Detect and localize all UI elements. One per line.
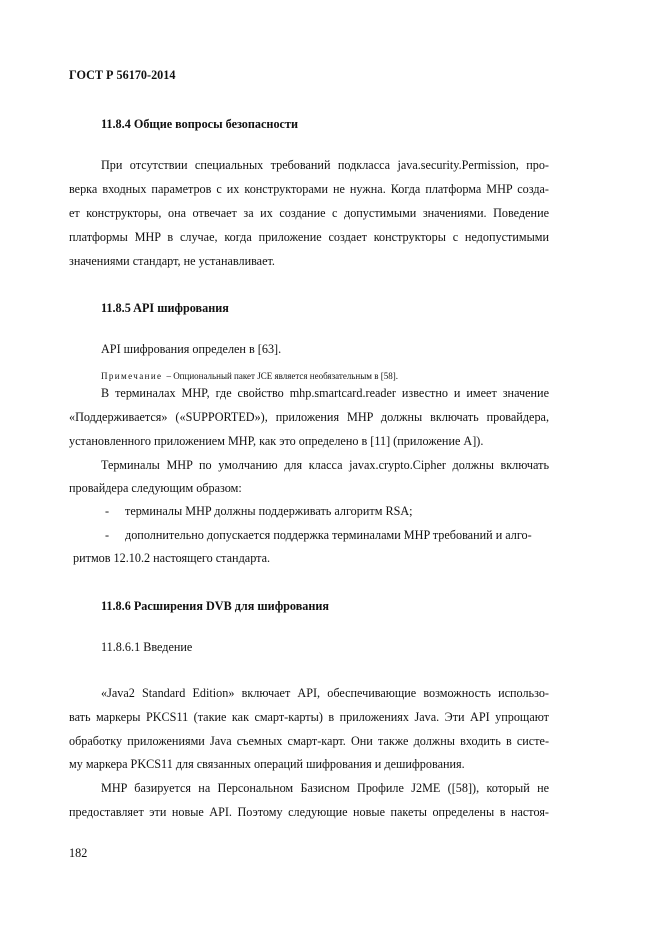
paragraph-line: При отсутствии специальных требований подкласса java.security.Permission, про- <box>101 158 549 172</box>
bullet-marker: - <box>105 528 110 542</box>
note-label: Примечание <box>101 371 163 381</box>
section-heading-11-8-5: 11.8.5 API шифрования <box>101 301 229 315</box>
paragraph-line: му маркера PKCS11 для связанных операций шифрования и дешифрования. <box>69 757 465 771</box>
paragraph-line: В терминалах MHP, где свойство mhp.smartcard.reader известно и имеет значение <box>101 386 549 400</box>
bullet-item: дополнительно допускается поддержка терминалами MHP требований и алго- <box>125 528 532 542</box>
paragraph-line: ет конструкторы, она отвечает за их создание с допустимыми значениями. Поведение <box>69 206 549 220</box>
note-text: – Опциональный пакет JCE является необязательным в [58]. <box>166 371 398 381</box>
paragraph-line: установленного приложением MHP, как это определено в [11] (приложение A]). <box>69 434 484 448</box>
paragraph-line: платформы MHP в случае, когда приложение создает конструкторы с недопустимыми <box>69 230 549 244</box>
paragraph-line: предоставляет эти новые API. Поэтому следующие новые пакеты определены в настоя- <box>69 805 549 819</box>
bullet-marker: - <box>105 504 110 518</box>
paragraph-line: провайдера следующим образом: <box>69 481 242 495</box>
paragraph-line: значениями стандарт, не устанавливает. <box>69 254 275 268</box>
document-code: ГОСТ Р 56170-2014 <box>69 68 176 82</box>
paragraph-line: Терминалы MHP по умолчанию для класса javax.crypto.Cipher должны включать <box>101 458 549 472</box>
page-number: 182 <box>69 846 88 860</box>
paragraph-line: MHP базируется на Персональном Базисном Профиле J2ME ([58]), который не <box>101 781 549 795</box>
bullet-item-continuation: ритмов 12.10.2 настоящего стандарта. <box>73 551 271 565</box>
note <box>101 366 398 384</box>
paragraph-line: «Java2 Standard Edition» включает API, обеспечивающие возможность использо- <box>101 686 549 700</box>
paragraph-line: API шифрования определен в [63]. <box>101 342 282 356</box>
section-heading-11-8-4: 11.8.4 Общие вопросы безопасности <box>101 117 298 131</box>
paragraph-line: вать маркеры PKCS11 (такие как смарт-карты) в приложениях Java. Эти API упрощают <box>69 710 549 724</box>
paragraph-line: обработку приложениями Java съемных смарт-карт. Они также должны входить в систе- <box>69 734 549 748</box>
subsection-heading-11-8-6-1: 11.8.6.1 Введение <box>101 640 193 654</box>
paragraph-line: «Поддерживается» («SUPPORTED»), приложения MHP должны включать провайдера, <box>69 410 549 424</box>
paragraph-line: верка входных параметров с их конструкторами не нужна. Когда платформа MHP созда- <box>69 182 549 196</box>
bullet-item: терминалы MHP должны поддерживать алгоритм RSA; <box>125 504 413 518</box>
section-heading-11-8-6: 11.8.6 Расширения DVB для шифрования <box>101 599 330 613</box>
